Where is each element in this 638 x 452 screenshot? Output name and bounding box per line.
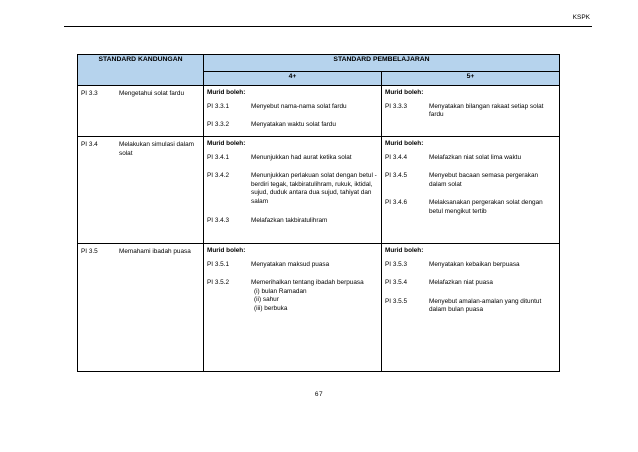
list-item: [385, 298, 556, 315]
sub-item: (ii) sahur: [254, 296, 279, 304]
standards-table: [77, 54, 560, 372]
item-text: Menyatakan waktu solat fardu: [251, 121, 336, 129]
item-text: Melafazkan niat puasa: [429, 279, 493, 287]
list-item: [207, 217, 378, 226]
sub-item: (i) bulan Ramadan: [254, 287, 307, 295]
list-item: [207, 279, 378, 314]
table-row: [78, 243, 560, 371]
item-text-main: Memerihalkan tentang ibadah berpuasa: [251, 279, 364, 287]
item-code: PI 3.4.4: [385, 153, 408, 161]
item-text: Melaksanakan pergerakan solat dengan betul mengikut tertib: [429, 199, 543, 216]
item-code: PI 3.3.3: [385, 102, 408, 110]
item-code: PI 3.5.2: [207, 279, 230, 287]
item-code: PI 3.4.6: [385, 199, 408, 207]
list-item: [207, 103, 378, 112]
list-item: [385, 103, 556, 120]
item-text: Melafazkan takbiratulihram: [251, 216, 328, 224]
standard-kandungan-header: STANDARD KANDUNGAN: [78, 55, 204, 86]
kandungan-title: Melakukan simulasi dalam solat: [119, 140, 194, 157]
level-5-cell: [382, 136, 560, 243]
standard-pembelajaran-header: STANDARD PEMBELAJARAN: [204, 55, 560, 72]
item-text: Menyatakan bilangan rakaat setiap solat fardu: [429, 102, 544, 119]
level-4-cell: [204, 243, 382, 371]
item-text: Menyatakan kebaikan berpuasa: [429, 260, 520, 268]
kandungan-cell: [78, 136, 204, 243]
kandungan-code: PI 3.3: [81, 90, 98, 97]
murid-boleh-heading: Murid boleh:: [207, 89, 246, 96]
murid-boleh-heading: Murid boleh:: [385, 139, 424, 147]
level-4-header: 4+: [204, 72, 382, 86]
kandungan-code: PI 3.4: [81, 140, 98, 148]
list-item: [207, 121, 378, 130]
item-text: Menunjukkan perlakuan solat dengan betul - berdiri tegak, takbiratulihram, rukuk, iktidal, sujud, duduk antara dua sujud, tahiyat dan salam: [251, 172, 377, 206]
murid-boleh-heading: Murid boleh:: [207, 246, 246, 254]
kandungan-code: PI 3.5: [81, 247, 98, 255]
item-code: PI 3.3.1: [207, 102, 230, 110]
kandungan-cell: [78, 86, 204, 137]
item-code: PI 3.5.5: [385, 297, 408, 305]
item-code: PI 3.5.4: [385, 279, 408, 287]
kandungan-title: Memahami ibadah puasa: [119, 247, 191, 255]
item-text: Menyebut amalan-amalan yang dituntut dalam bulan puasa: [429, 297, 542, 314]
item-code: PI 3.5.3: [385, 260, 408, 268]
list-item: [207, 154, 378, 163]
level-5-cell: [382, 243, 560, 371]
list-item: [385, 279, 556, 288]
table-row: [78, 136, 560, 243]
level-5-cell: [382, 86, 560, 137]
item-code: PI 3.4.1: [207, 153, 230, 161]
page-number: 67: [314, 391, 324, 398]
sub-item: (iii) berbuka: [254, 305, 288, 313]
item-code: PI 3.3.2: [207, 121, 230, 129]
level-4-cell: [204, 136, 382, 243]
item-text: Menyatakan maksud puasa: [251, 260, 330, 268]
list-item: [385, 199, 556, 216]
level-5-header: 5+: [382, 72, 560, 86]
item-text: [251, 279, 378, 314]
item-text: Melafazkan niat solat lima waktu: [429, 153, 521, 161]
murid-boleh-heading: Murid boleh:: [385, 246, 424, 254]
kandungan-title: Mengetahui solat fardu: [119, 90, 185, 97]
list-item: [385, 261, 556, 270]
item-code: PI 3.4.5: [385, 172, 408, 180]
item-text: Menyebut nama-nama solat fardu: [251, 102, 347, 110]
list-item: [207, 172, 378, 207]
murid-boleh-heading: Murid boleh:: [207, 139, 246, 147]
header-divider: [64, 26, 592, 27]
document-header-label: KSPK: [572, 14, 590, 21]
item-code: PI 3.4.2: [207, 172, 230, 180]
murid-boleh-heading: Murid boleh:: [385, 89, 424, 96]
level-4-cell: [204, 86, 382, 137]
item-code: PI 3.5.1: [207, 260, 230, 268]
item-text: Menunjukkan had aurat ketika solat: [251, 153, 352, 161]
table-row: [78, 86, 560, 137]
item-code: PI 3.4.3: [207, 216, 230, 224]
item-text: Menyebut bacaan semasa pergerakan dalam solat: [429, 172, 539, 188]
kandungan-cell: [78, 243, 204, 371]
list-item: [207, 261, 378, 270]
list-item: [385, 172, 556, 189]
list-item: [385, 154, 556, 163]
